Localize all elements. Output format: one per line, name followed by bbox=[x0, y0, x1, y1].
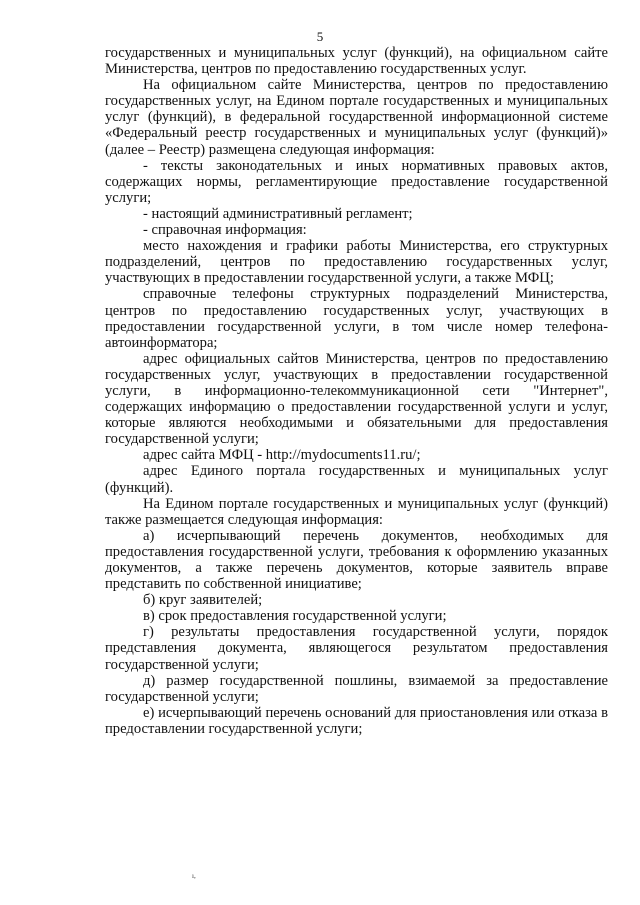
paragraph-6: место нахождения и графики работы Министерства, его структурных подразделений, центров по предоставлению государственных услуг, участвующих в предоставлении государственной услуги, а также МФЦ; bbox=[105, 238, 608, 287]
paragraph-11: На Едином портале государственных и муниципальных услуг (функций) также размещается следующая информация: bbox=[105, 495, 608, 528]
paragraph-12: а) исчерпывающий перечень документов, необходимых для предоставления государственной услуги, требования к оформлению указанных документов, а также перечень документов, которые заявитель вправе представить по собственной инициативе; bbox=[105, 527, 608, 593]
paragraph-9: адрес сайта МФЦ - http://mydocuments11.ru/; bbox=[143, 447, 421, 464]
scan-mark: ı, bbox=[192, 872, 196, 880]
paragraph-7: справочные телефоны структурных подразделений Министерства, центров по предоставлению государственных услуг, участвующих в предоставлении государственной услуги, в том числе номер телефона-автоинформатора; bbox=[105, 286, 608, 351]
paragraph-2: На официальном сайте Министерства, центров по предоставлению государственных услуг, на Едином портале государственных и муниципальных услуг (функций), в федеральной государственной информационной системе «Федеральный реестр государственных и муниципальных услуг (функций)» (далее – Реестр) размещена следующая информация: bbox=[105, 77, 608, 158]
paragraph-10: адрес Единого портала государственных и муниципальных услуг (функций). bbox=[105, 463, 608, 496]
paragraph-16: д) размер государственной пошлины, взимаемой за предоставление государственной услуги; bbox=[105, 672, 608, 705]
page-number: 5 bbox=[316, 29, 324, 44]
paragraph-15: г) результаты предоставления государственной услуги, порядок представления документа, являющегося результатом предоставления государственной услуги; bbox=[105, 624, 608, 673]
document-body bbox=[105, 45, 608, 737]
paragraph-4: - настоящий административный регламент; bbox=[143, 205, 413, 222]
paragraph-5: - справочная информация: bbox=[143, 222, 307, 239]
paragraph-3: - тексты законодательных и иных нормативных правовых актов, содержащих нормы, регламентирующие предоставление государственной услуги; bbox=[105, 157, 608, 206]
paragraph-17: е) исчерпывающий перечень оснований для приостановления или отказа в предоставлении государственной услуги; bbox=[105, 704, 608, 737]
paragraph-1: государственных и муниципальных услуг (функций), на официальном сайте Министерства, центров по предоставлению государственных услуг. bbox=[105, 45, 608, 78]
paragraph-14: в) срок предоставления государственной услуги; bbox=[143, 608, 447, 625]
paragraph-13: б) круг заявителей; bbox=[143, 592, 263, 609]
paragraph-8: адрес официальных сайтов Министерства, центров по предоставлению государственных услуг, участвующих в предоставлении государственной услуги, в информационно-телекоммуникационной сети "Интернет", содержащих информацию о предоставлении государственной услуги и услуг, которые являются необходимыми и обязательными для предоставления государственной услуги; bbox=[105, 350, 608, 448]
